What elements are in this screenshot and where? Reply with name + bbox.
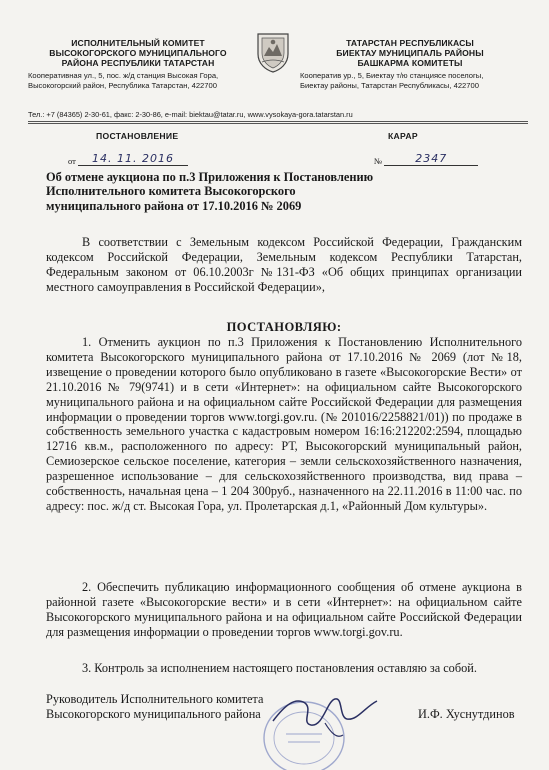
subject-line: муниципального района от 17.10.2016 № 2069 bbox=[46, 198, 302, 213]
letterhead-left bbox=[28, 38, 248, 90]
org-name-line: ИСПОЛНИТЕЛЬНЫЙ КОМИТЕТ bbox=[71, 38, 205, 48]
letterhead-right bbox=[300, 38, 520, 90]
address-line: Кооператив ур., 5, Биектау т/ю станциясе поселогы, bbox=[300, 71, 484, 80]
item-2-paragraph: 2. Обеспечить публикацию информационного сообщения об отмене аукциона в районной газете «Высокогорские вести» и в сети «Интернет»: на официальном сайте Высокогорского муниципального района и на официальном сайте Российской Федерации для размещения информации о проведении торгов www.torgi.gov.ru. bbox=[46, 580, 522, 639]
number-field bbox=[374, 153, 478, 166]
date-label: от bbox=[68, 156, 76, 166]
preamble-paragraph: В соответствии с Земельным кодексом Российской Федерации, Гражданским кодексом Российской Федерации, Земельным кодексом Республики Татарстан, Федеральным законом от 06.10.2003г №131-ФЗ «Об общих принципах организации местного самоуправления в Российской Федерации», bbox=[46, 235, 522, 294]
org-address-ru bbox=[28, 71, 248, 90]
org-name-ru bbox=[28, 38, 248, 68]
item-1-paragraph: 1. Отменить аукцион по п.3 Приложения к Постановлению Исполнительного комитета Высокогорского муниципального района от 17.10.2016 № 2069 (лот №18, извещение о проведении которого было опубликовано в газете «Высокогорские Вести» от 21.10.2016 № 79(9741) и в сети «Интернет»: на официальном сайте Высокогорского муниципального района и на официальном сайте Российской Федерации для размещения информации о проведении торгов www.torgi.gov.ru. (№ 201016/2258821/01)) по продаже в собственность земельного участка с кадастровым номером 16:16:212202:2594, площадью 12716 кв.м., расположенного по адресу: РТ, Высокогорский муниципальный район, Семиозерское сельское поселение, категория – земли сельскохозяйственного назначения, разрешенное использование – для сельскохозяйственного производства, вид права – собственность, начальная цена – 1 204 300руб., назначенного на 22.11.2016 в 11:00 час. по адресу: пос. ж/д ст. Высокая Гора, ул. Пролетарская д.1, «Районный Дом культуры». bbox=[46, 335, 522, 513]
signatory-position-line: Руководитель Исполнительного комитета bbox=[46, 692, 264, 706]
subject-line: Исполнительного комитета Высокогорского bbox=[46, 184, 296, 199]
signatory-position-line: Высокогорского муниципального района bbox=[46, 706, 261, 721]
org-name-line: ТАТАРСТАН РЕСПУБЛИКАСЫ bbox=[346, 38, 474, 48]
header-divider bbox=[28, 121, 528, 122]
coat-of-arms-icon bbox=[254, 30, 292, 74]
doc-type-tt: КАРАР bbox=[388, 131, 418, 141]
signatory-position bbox=[46, 692, 263, 722]
address-line: Биектау районы, Татарстан Республикасы, 422700 bbox=[300, 80, 479, 90]
date-value: 14. 11. 2016 bbox=[78, 153, 188, 166]
org-name-line: ВЫСОКОГОРСКОГО МУНИЦИПАЛЬНОГО bbox=[49, 48, 227, 58]
header-divider bbox=[28, 123, 528, 124]
number-value: 2347 bbox=[384, 153, 478, 166]
number-label: № bbox=[374, 156, 383, 166]
signatory-name: И.Ф. Хуснутдинов bbox=[418, 707, 515, 721]
date-field bbox=[68, 153, 188, 166]
resolve-heading: ПОСТАНОВЛЯЮ: bbox=[226, 320, 342, 334]
document-subject bbox=[46, 170, 406, 213]
contact-line: Тел.: +7 (84365) 2-30-61, факс: 2-30-86, e-mail: biektau@tatar.ru, www.vysokaya-gora.tatarstan.ru bbox=[28, 110, 353, 119]
item-3-paragraph: 3. Контроль за исполнением настоящего постановления оставляю за собой. bbox=[82, 661, 477, 675]
address-line: Кооперативная ул., 5, пос. ж/д станция Высокая Гора, bbox=[28, 71, 219, 80]
handwritten-signature-icon bbox=[265, 683, 385, 743]
subject-line: Об отмене аукциона по п.3 Приложения к Постановлению bbox=[46, 170, 374, 184]
org-name-line: БИЕКТАУ МУНИЦИПАЛЬ РАЙОНЫ bbox=[336, 48, 484, 58]
doc-type-ru: ПОСТАНОВЛЕНИЕ bbox=[96, 131, 179, 141]
org-name-line: БАШКАРМА КОМИТЕТЫ bbox=[357, 58, 463, 68]
org-name-line: РАЙОНА РЕСПУБЛИКИ ТАТАРСТАН bbox=[61, 58, 215, 68]
org-name-tt bbox=[300, 38, 520, 68]
org-address-tt bbox=[300, 71, 520, 90]
address-line: Высокогорский район, Республика Татарстан, 422700 bbox=[28, 80, 217, 90]
